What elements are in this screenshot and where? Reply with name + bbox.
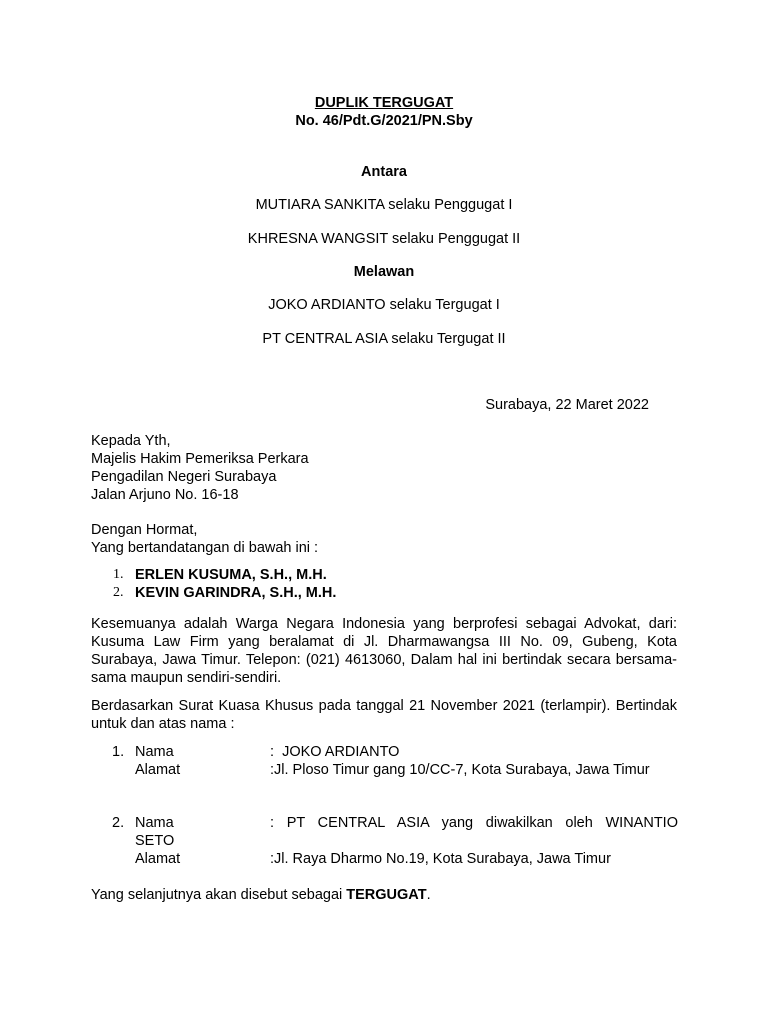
addressee-line: Pengadilan Negeri Surabaya (91, 469, 277, 485)
list-number: 2. (113, 585, 124, 600)
closing-suffix: . (426, 887, 431, 903)
address-label: Alamat (135, 762, 181, 778)
defendant-2: PT CENTRAL ASIA selaku Tergugat II (262, 331, 506, 347)
addressee-line: Majelis Hakim Pemeriksa Perkara (91, 451, 309, 467)
salutation: Dengan Hormat, (91, 522, 198, 538)
list-item (91, 584, 336, 602)
addressee-line: Jalan Arjuno No. 16-18 (91, 487, 239, 503)
plaintiff-2: KHRESNA WANGSIT selaku Penggugat II (247, 231, 521, 247)
principal-1 (112, 743, 678, 779)
place-date: Surabaya, 22 Maret 2022 (485, 397, 649, 413)
name-value: : JOKO ARDIANTO (270, 744, 400, 760)
list-number: 1. (112, 744, 125, 760)
name-continuation: SETO (135, 833, 175, 849)
closing-sentence (91, 886, 431, 904)
address-value: :Jl. Ploso Timur gang 10/CC-7, Kota Surabaya, Jawa Timur (270, 762, 650, 778)
list-number: 1. (113, 567, 124, 582)
address-value: :Jl. Raya Dharmo No.19, Kota Surabaya, Jawa Timur (270, 851, 611, 867)
greeting-block (91, 521, 318, 557)
closing-prefix: Yang selanjutnya akan disebut sebagai (91, 887, 347, 903)
list-item (91, 566, 336, 584)
name-label: Nama (135, 815, 174, 831)
greeting-intro: Yang bertandatangan di bawah ini : (91, 540, 319, 556)
paragraph-advocates: Kesemuanya adalah Warga Negara Indonesia yang berprofesi sebagai Advokat, dari: Kusuma Law Firm yang beralamat di Jl. Dharmawangsa III No. 09, Gubeng, Kota Surabaya, Jawa Timur. Telepon: (021) 4613060, Dalam hal ini bertindak secara bersama-sama maupun sendiri-sendiri. (91, 616, 677, 686)
counsel-name: ERLEN KUSUMA, S.H., M.H. (135, 567, 327, 583)
versus-label: Melawan (353, 264, 415, 280)
addressee-block (91, 432, 309, 504)
plaintiff-1: MUTIARA SANKITA selaku Penggugat I (255, 197, 513, 213)
between-label: Antara (361, 164, 407, 180)
document-title: DUPLIK TERGUGAT (314, 95, 454, 111)
case-number: No. 46/Pdt.G/2021/PN.Sby (295, 113, 473, 129)
counsel-name: KEVIN GARINDRA, S.H., M.H. (135, 585, 337, 601)
name-label: Nama (135, 744, 174, 760)
principal-2 (112, 814, 678, 868)
counsel-list (91, 566, 336, 602)
address-label: Alamat (135, 851, 181, 867)
addressee-line: Kepada Yth, (91, 433, 171, 449)
name-value: : PT CENTRAL ASIA yang diwakilkan oleh WINANTIO (270, 815, 678, 831)
paragraph-power-of-attorney: Berdasarkan Surat Kuasa Khusus pada tanggal 21 November 2021 (terlampir). Bertindak untuk dan atas nama : (91, 698, 677, 732)
list-number: 2. (112, 815, 125, 831)
defendant-term: TERGUGAT (346, 887, 427, 903)
defendant-1: JOKO ARDIANTO selaku Tergugat I (268, 297, 500, 313)
